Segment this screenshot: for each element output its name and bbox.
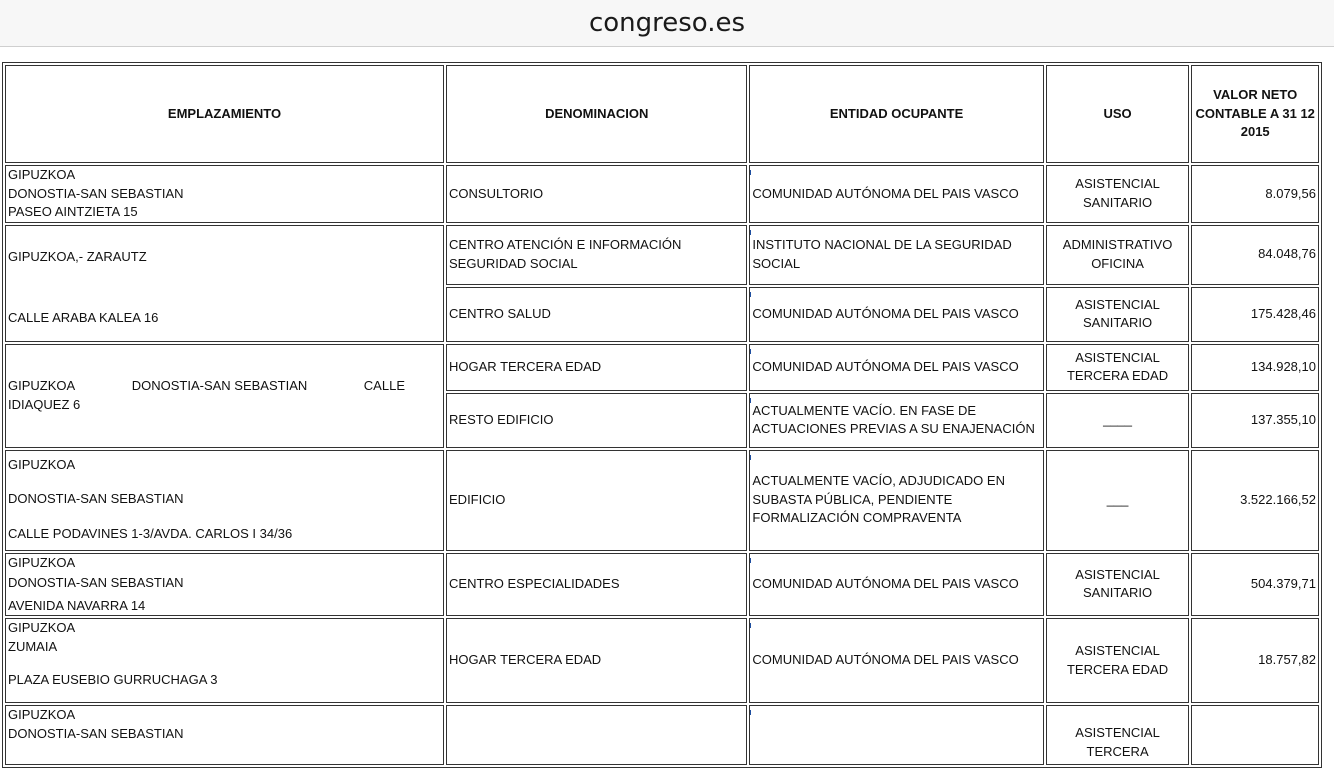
cell-emplazamiento: GIPUZKOA DONOSTIA-SAN SEBASTIAN AVENIDA NAVARRA 14 — [5, 553, 444, 617]
cell-entidad: COMUNIDAD AUTÓNOMA DEL PAIS VASCO — [749, 287, 1043, 342]
cell-valor: 18.757,82 — [1191, 618, 1319, 703]
cell-emplazamiento: GIPUZKOA DONOSTIA-SAN SEBASTIAN CALLE IDIAQUEZ 6 — [5, 344, 444, 448]
cell-entidad: INSTITUTO NACIONAL DE LA SEGURIDAD SOCIAL — [749, 225, 1043, 285]
cell-denominacion: CONSULTORIO — [446, 165, 747, 223]
header-denominacion: DENOMINACION — [446, 65, 747, 163]
cell-valor: 175.428,46 — [1191, 287, 1319, 342]
header-entidad-ocupante: ENTIDAD OCUPANTE — [749, 65, 1043, 163]
table-row — [5, 705, 1319, 765]
table-row — [5, 553, 1319, 617]
cell-valor — [1191, 705, 1319, 765]
cell-entidad: COMUNIDAD AUTÓNOMA DEL PAIS VASCO — [749, 553, 1043, 617]
document-page — [0, 47, 1334, 768]
cell-entidad: COMUNIDAD AUTÓNOMA DEL PAIS VASCO — [749, 165, 1043, 223]
cell-valor: 137.355,10 — [1191, 393, 1319, 448]
cell-valor: 84.048,76 — [1191, 225, 1319, 285]
cell-uso: ASISTENCIAL TERCERA EDAD — [1046, 344, 1190, 391]
header-uso: USO — [1046, 65, 1190, 163]
assets-table — [2, 62, 1322, 768]
cell-entidad: COMUNIDAD AUTÓNOMA DEL PAIS VASCO — [749, 618, 1043, 703]
table-header-row — [5, 65, 1319, 163]
cell-denominacion: CENTRO SALUD — [446, 287, 747, 342]
table-row — [5, 450, 1319, 551]
cell-emplazamiento: GIPUZKOA ZUMAIA PLAZA EUSEBIO GURRUCHAGA 3 — [5, 618, 444, 703]
cell-emplazamiento: GIPUZKOA,- ZARAUTZ CALLE ARABA KALEA 16 — [5, 225, 444, 342]
cell-uso: ASISTENCIAL TERCERA EDAD — [1046, 618, 1190, 703]
cell-valor: 8.079,56 — [1191, 165, 1319, 223]
cell-entidad: ACTUALMENTE VACÍO. EN FASE DE ACTUACIONES PREVIAS A SU ENAJENACIÓN — [749, 393, 1043, 448]
cell-uso: ADMINISTRATIVO OFICINA — [1046, 225, 1190, 285]
cell-emplazamiento: GIPUZKOA DONOSTIA-SAN SEBASTIAN PASEO AINTZIETA 15 — [5, 165, 444, 223]
cell-denominacion — [446, 705, 747, 765]
browser-title-bar — [0, 0, 1334, 47]
cell-denominacion: RESTO EDIFICIO — [446, 393, 747, 448]
site-title: congreso.es — [588, 8, 746, 38]
header-emplazamiento: EMPLAZAMIENTO — [5, 65, 444, 163]
cell-uso: ASISTENCIAL TERCERA — [1046, 705, 1190, 765]
cell-uso: ASISTENCIAL SANITARIO — [1046, 553, 1190, 617]
cell-denominacion: CENTRO ATENCIÓN E INFORMACIÓN SEGURIDAD SOCIAL — [446, 225, 747, 285]
cell-valor: 134.928,10 — [1191, 344, 1319, 391]
cell-uso: ____ — [1046, 393, 1190, 448]
cell-valor: 504.379,71 — [1191, 553, 1319, 617]
cell-valor: 3.522.166,52 — [1191, 450, 1319, 551]
table-row — [5, 165, 1319, 223]
cell-denominacion: CENTRO ESPECIALIDADES — [446, 553, 747, 617]
table-row — [5, 225, 1319, 285]
cell-emplazamiento: GIPUZKOA DONOSTIA-SAN SEBASTIAN — [5, 705, 444, 765]
cell-uso: ___ — [1046, 450, 1190, 551]
table-row — [5, 344, 1319, 391]
cell-entidad: COMUNIDAD AUTÓNOMA DEL PAIS VASCO — [749, 344, 1043, 391]
cell-uso: ASISTENCIAL SANITARIO — [1046, 287, 1190, 342]
header-valor-neto: VALOR NETO CONTABLE A 31 12 2015 — [1191, 65, 1319, 163]
cell-denominacion: HOGAR TERCERA EDAD — [446, 618, 747, 703]
cell-denominacion: HOGAR TERCERA EDAD — [446, 344, 747, 391]
cell-uso: ASISTENCIAL SANITARIO — [1046, 165, 1190, 223]
cell-denominacion: EDIFICIO — [446, 450, 747, 551]
table-row — [5, 618, 1319, 703]
cell-emplazamiento: GIPUZKOA DONOSTIA-SAN SEBASTIAN CALLE PODAVINES 1-3/AVDA. CARLOS I 34/36 — [5, 450, 444, 551]
cell-entidad — [749, 705, 1043, 765]
cell-entidad: ACTUALMENTE VACÍO, ADJUDICADO EN SUBASTA PÚBLICA, PENDIENTE FORMALIZACIÓN COMPRAVENTA — [749, 450, 1043, 551]
